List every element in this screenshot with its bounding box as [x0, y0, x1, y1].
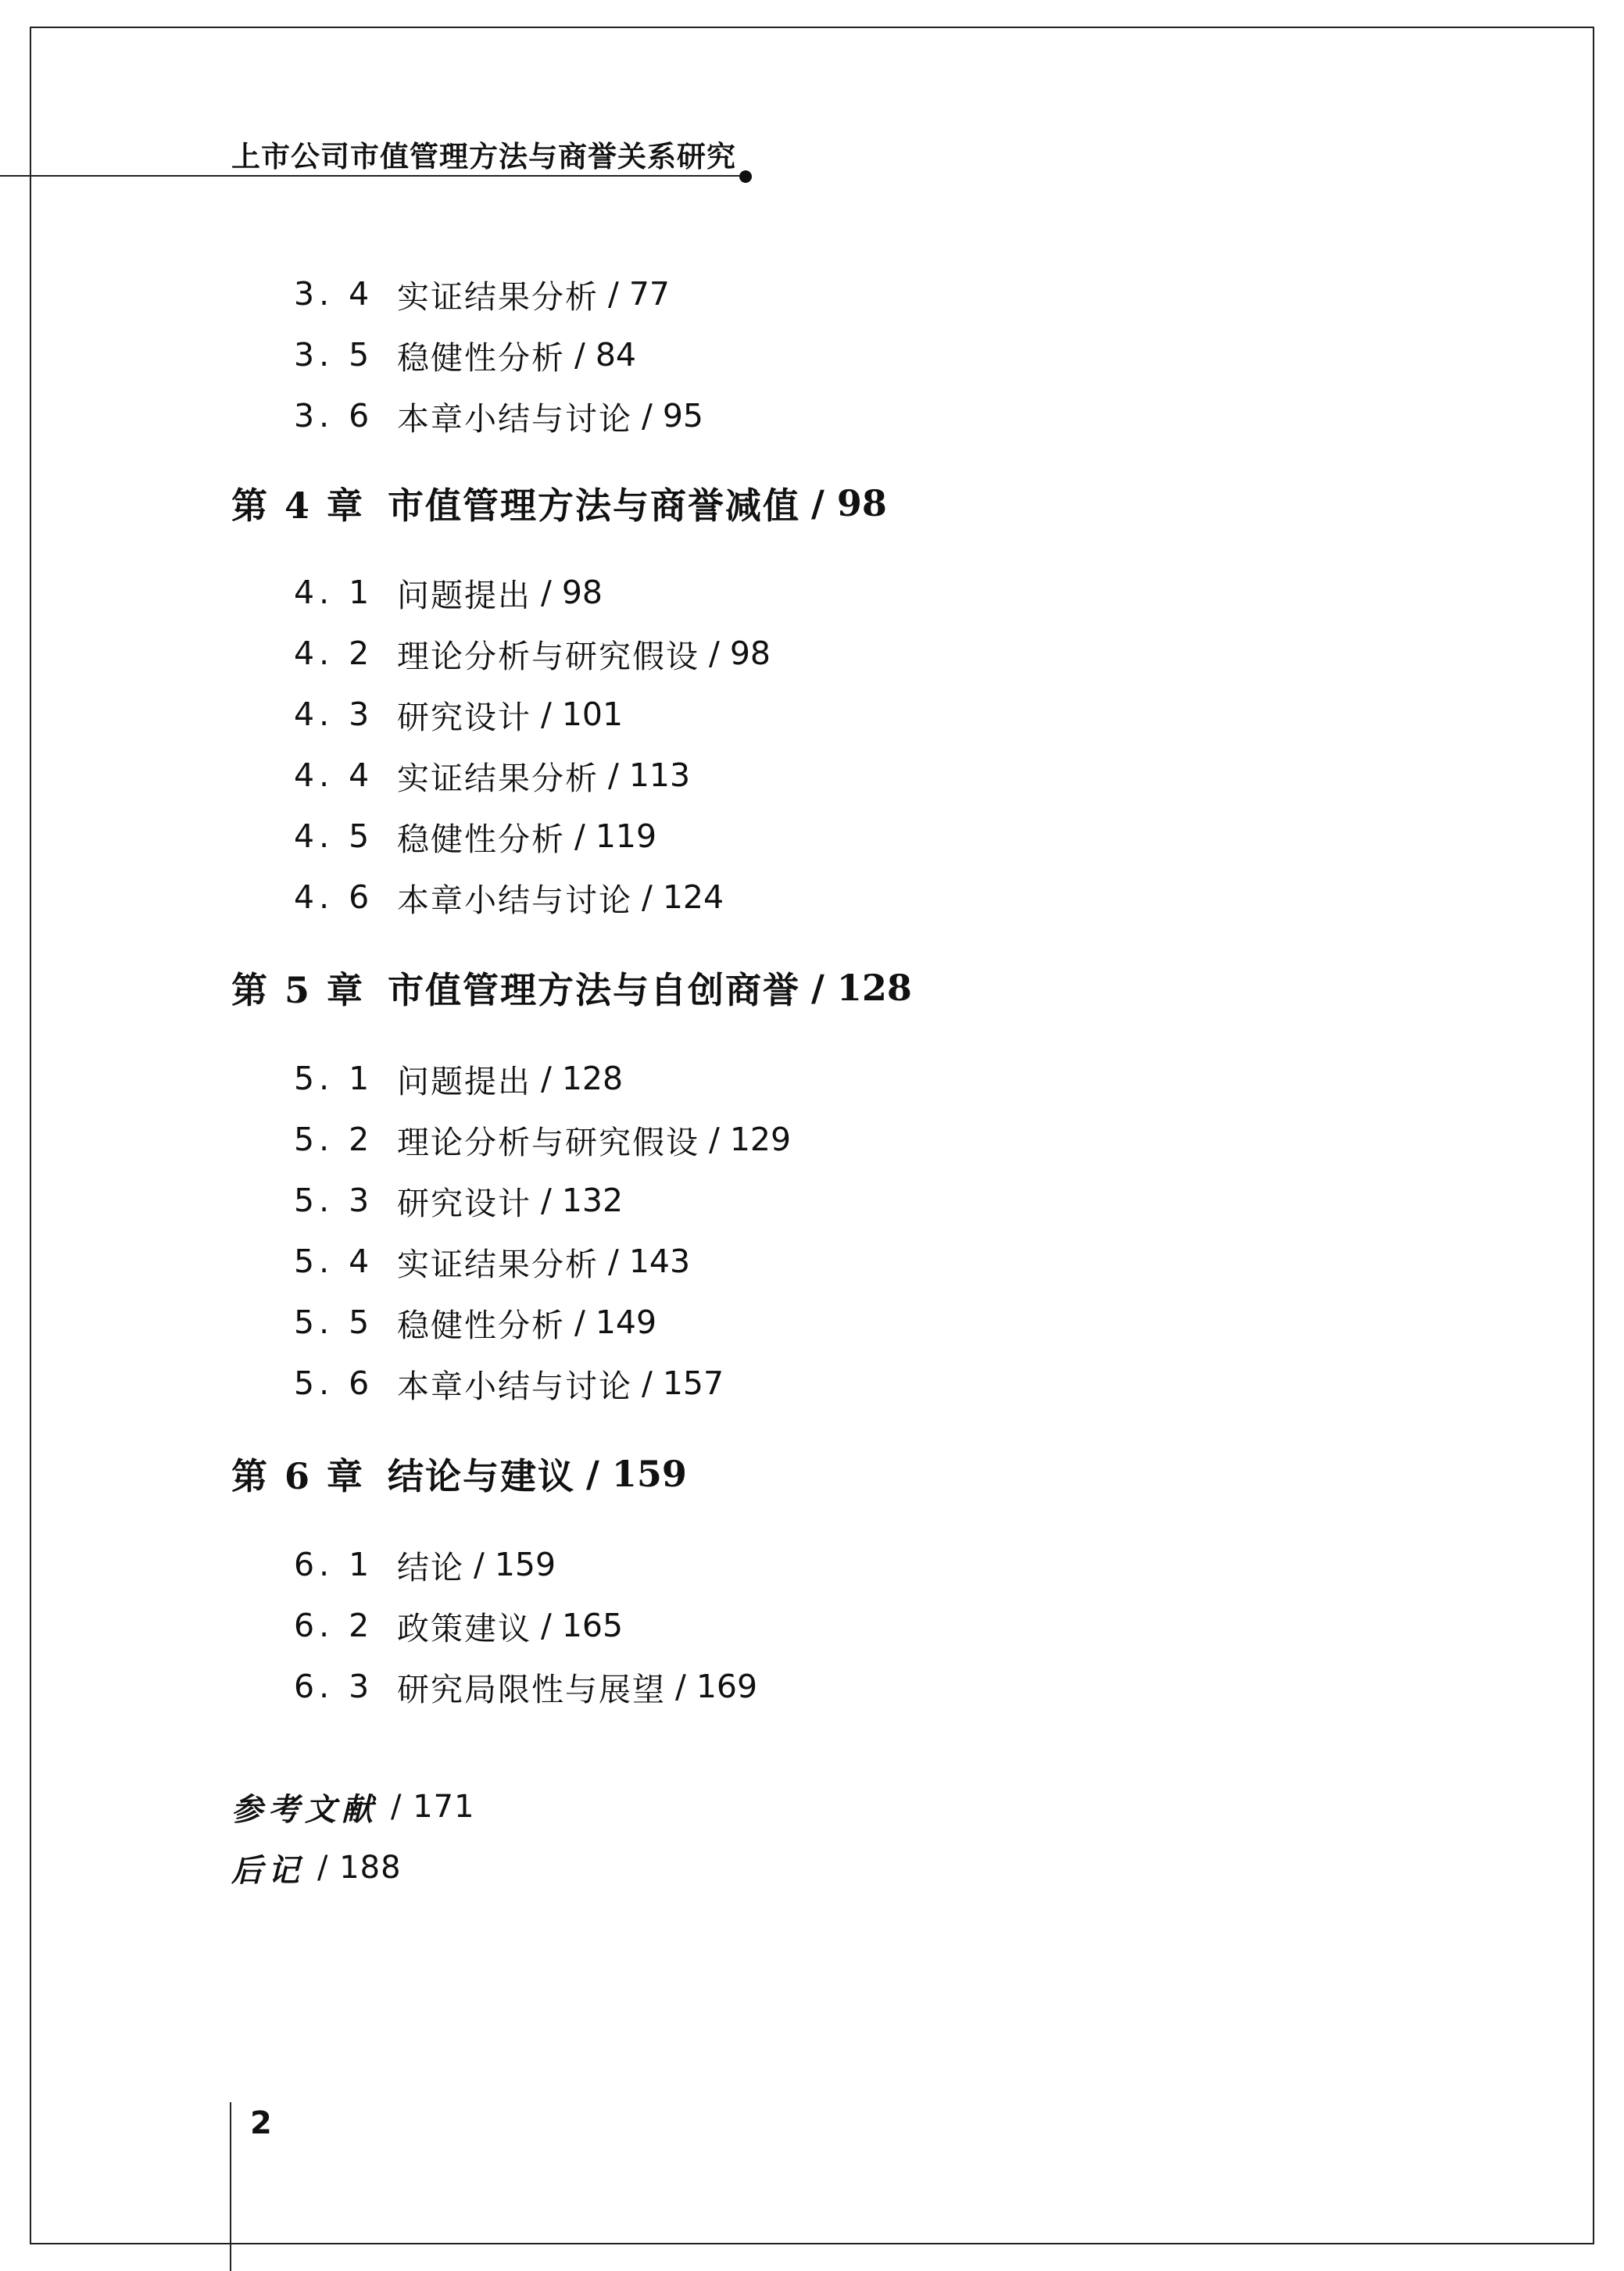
toc-section-entry — [294, 1604, 623, 1647]
section-title: 问题提出 — [397, 1062, 531, 1100]
section-number: 4. 3 — [294, 696, 374, 733]
toc-section-entry — [294, 333, 636, 377]
backmatter-page: / 171 — [391, 1789, 475, 1825]
section-title: 稳健性分析 — [397, 1306, 565, 1344]
section-number: 3. 4 — [294, 275, 374, 313]
section-title: 理论分析与研究假设 — [397, 1123, 699, 1161]
chapter-title: 市值管理方法与自创商誉 — [388, 969, 800, 1011]
chapter-title: 结论与建议 — [388, 1455, 575, 1497]
toc-section-entry — [294, 394, 703, 438]
section-number: 5. 2 — [294, 1121, 374, 1158]
section-page: / 129 — [709, 1121, 792, 1158]
toc-section-entry — [294, 753, 690, 797]
section-number: 6. 1 — [294, 1546, 374, 1583]
section-page: / 124 — [642, 878, 724, 916]
chapter-page: / 98 — [811, 482, 887, 524]
section-title: 实证结果分析 — [397, 759, 599, 797]
section-page: / 149 — [574, 1304, 657, 1341]
toc-section-entry — [294, 814, 656, 858]
toc-section-entry — [294, 1178, 623, 1222]
section-page: / 77 — [608, 275, 671, 313]
running-head: 上市公司市值管理方法与商誉关系研究 — [231, 139, 736, 173]
section-number: 4. 2 — [294, 635, 374, 672]
toc-section-entry — [294, 631, 771, 675]
backmatter-title: 后记 — [231, 1851, 305, 1889]
toc-chapter-entry — [231, 963, 912, 1013]
toc-section-entry — [294, 1239, 690, 1283]
section-number: 5. 3 — [294, 1182, 374, 1219]
section-page: / 119 — [574, 817, 657, 855]
header-dot-ornament — [739, 170, 752, 183]
section-title: 研究设计 — [397, 1184, 531, 1222]
toc-backmatter-entry — [231, 1846, 402, 1890]
backmatter-page: / 188 — [317, 1850, 402, 1886]
chapter-number: 第 6 章 — [231, 1455, 366, 1497]
section-page: / 84 — [574, 336, 637, 374]
backmatter-title: 参考文献 — [231, 1790, 378, 1828]
section-page: / 95 — [642, 397, 704, 435]
chapter-page: / 128 — [811, 967, 912, 1009]
section-title: 问题提出 — [397, 576, 531, 614]
chapter-number: 第 4 章 — [231, 485, 366, 527]
toc-section-entry — [294, 692, 623, 736]
section-number: 4. 4 — [294, 756, 374, 794]
section-page: / 143 — [608, 1243, 691, 1280]
section-title: 实证结果分析 — [397, 277, 599, 316]
section-title: 研究局限性与展望 — [397, 1670, 666, 1708]
page-number: 2 — [250, 2105, 272, 2141]
toc-section-entry — [294, 1118, 791, 1161]
toc-section-entry — [294, 1057, 623, 1100]
page-frame — [30, 27, 1594, 2244]
section-page: / 113 — [608, 756, 691, 794]
section-page: / 159 — [474, 1546, 556, 1583]
section-number: 5. 5 — [294, 1304, 374, 1341]
section-number: 5. 4 — [294, 1243, 374, 1280]
section-page: / 157 — [642, 1364, 724, 1402]
section-number: 5. 1 — [294, 1060, 374, 1097]
section-number: 5. 6 — [294, 1364, 374, 1402]
toc-section-entry — [294, 272, 670, 316]
toc-chapter-entry — [231, 1449, 687, 1499]
section-number: 4. 6 — [294, 878, 374, 916]
toc-section-entry — [294, 1300, 656, 1344]
page-number-rule — [230, 2102, 231, 2271]
toc-section-entry — [294, 1361, 724, 1405]
section-number: 3. 5 — [294, 336, 374, 374]
toc-chapter-entry — [231, 478, 887, 528]
section-title: 政策建议 — [397, 1609, 531, 1647]
section-number: 6. 3 — [294, 1668, 374, 1705]
section-page: / 165 — [541, 1607, 624, 1644]
chapter-number: 第 5 章 — [231, 969, 366, 1011]
section-page: / 101 — [541, 696, 624, 733]
section-title: 理论分析与研究假设 — [397, 637, 699, 675]
section-page: / 128 — [541, 1060, 624, 1097]
toc-section-entry — [294, 1543, 556, 1586]
section-title: 实证结果分析 — [397, 1245, 599, 1283]
section-number: 4. 1 — [294, 574, 374, 611]
toc-section-entry — [294, 1665, 757, 1708]
section-title: 研究设计 — [397, 698, 531, 736]
chapter-page: / 159 — [586, 1453, 687, 1495]
section-page: / 98 — [541, 574, 603, 611]
toc-section-entry — [294, 570, 603, 614]
section-title: 结论 — [397, 1548, 464, 1586]
toc-backmatter-entry — [231, 1785, 475, 1829]
section-number: 4. 5 — [294, 817, 374, 855]
section-page: / 98 — [709, 635, 771, 672]
section-page: / 169 — [675, 1668, 758, 1705]
section-number: 6. 2 — [294, 1607, 374, 1644]
chapter-title: 市值管理方法与商誉减值 — [388, 485, 800, 527]
section-title: 本章小结与讨论 — [397, 399, 632, 438]
header-rule — [0, 175, 742, 177]
section-title: 本章小结与讨论 — [397, 881, 632, 919]
toc-section-entry — [294, 875, 724, 919]
section-title: 稳健性分析 — [397, 338, 565, 377]
section-title: 本章小结与讨论 — [397, 1367, 632, 1405]
section-number: 3. 6 — [294, 397, 374, 435]
section-page: / 132 — [541, 1182, 624, 1219]
section-title: 稳健性分析 — [397, 820, 565, 858]
